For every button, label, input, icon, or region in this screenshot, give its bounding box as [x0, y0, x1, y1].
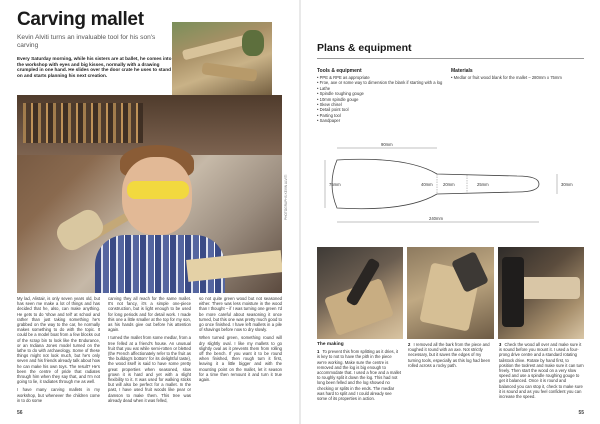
- right-page: [301, 0, 600, 424]
- tools-heading: Tools & equipment: [317, 68, 362, 74]
- body-paragraph: carving they all reach for the same mallet. It's not fancy, it's a simple one-piece construction, but is light enough to be used for long periods and for detail work. I made this one a little smaller at the top for my son, as his hands give out before his attention again.: [108, 296, 191, 333]
- step-text: To prevent this from splitting as it dries, it is key to not to have the pith in the piece we're working. Make sure the centre is removed and the log is big enough to accommodate that. I used a froe and a mallet to roughly split it down the log. This had not long been felled and the log showed no checking or splits in the ends. The medlar was hard to split and I could already see some of its properties in action.: [317, 349, 402, 402]
- list-item: • Detail point tool: [317, 107, 349, 113]
- dim-top-length: 90mm: [381, 142, 393, 147]
- body-paragraph: I turned the mallet from some medlar, from a tree felled at a friend's house. An unusual fruit that you eat while semi-rotten or bletted (the French affectionately refer to the fruit as 'the bulldog's bottom' for its delightful taste), the wood itself is said to have some pretty great properties when seasoned, slow grown it is hard and yet with a slight flexibility to it. It was used for walking sticks but will also be perfect for a mallet. In the past, I have used fruit woods like pear or damson to make them. This tree was already dead when it was felled,: [108, 335, 191, 403]
- making-heading: The making: [317, 342, 344, 347]
- boy-carving-photo: [17, 95, 282, 293]
- list-item: • Spindle roughing gouge: [317, 91, 364, 97]
- step-3: [499, 342, 584, 401]
- list-item: • Froe, axe or some way to dimension the blank if starting with a log: [317, 80, 443, 86]
- step-1: [317, 342, 402, 401]
- dim-total-length: 240mm: [429, 216, 443, 221]
- list-item: • Sandpaper: [317, 118, 341, 124]
- dim-mid-2: 20mm: [443, 182, 455, 187]
- list-item: • Skew chisel: [317, 102, 342, 108]
- step-2: [408, 342, 493, 401]
- photo-credit: PHOTOGRAPHS KEVIN ALVITI: [284, 174, 288, 220]
- body-paragraph: I have many carving mallets in my workshop, but whenever the children come in to do some: [17, 387, 100, 403]
- dim-mid-3: 25mm: [477, 182, 489, 187]
- process-photos: [317, 247, 584, 339]
- step-text: Check the wood all over and make sure it is sound before you mount it. I used a four-prong drive centre and a standard rotating tailstock drive. Rotate by hand first, to position the toolrest and make sure it can turn freely. Then start the wood on a very slow speed and use a spindle roughing gouge to get it balanced. Once it is round and balanced you can stop it, check to make sure it is sound and as you feel confident you can increase the speed.: [499, 342, 584, 400]
- list-item: • Medlar or fruit wood blank for the mallet – 280mm x 75mm: [451, 75, 562, 80]
- body-column-1: [17, 296, 100, 406]
- body-text: [17, 296, 282, 406]
- dim-right-diameter: 30mm: [561, 182, 573, 187]
- tools-list: [317, 75, 442, 124]
- list-item: • Lathe: [317, 85, 331, 91]
- list-item: • 10mm spindle gouge: [317, 96, 359, 102]
- body-paragraph: My lad, Alistair, is only seven years old, but has seen me make a lot of things and has decided that he, also, can make anything. He gets to do 'show and tell' at school and rather than just taking something he's grabbed on the way to the car, he normally makes something to do with the topic. It could be a model boat from a few blocks out of the scrap bin to look like the Endurance, or an Indiana Jones model turned on the lathe to do with archaeology. Some of these things might not look much, but he's only seven and his friends already talk about how he can make his own toys. The result? He's been the centre of pride that radiates through him when they say that, and I'm not going to lie, it radiates through me as well.: [17, 296, 100, 385]
- mallet-plan-drawing: [317, 134, 584, 234]
- mallet-outline: [332, 159, 539, 208]
- step-text: I removed all the bark from the piece and roughed it round with an axe. Not strictly necessary, but it saves the edges of my turning tools, especially as this log had been rolled across a rocky path.: [408, 342, 491, 368]
- article-intro: Every Saturday morning, while his sisters are at ballet, he comes into the workshop with eyes and big kisses, normally with a drawing crumpled in one hand. He slides over the door crate he uses to stand on and starts planning his next creation.: [17, 56, 172, 79]
- page-number-left: 56: [17, 410, 23, 416]
- section-divider: [317, 58, 584, 59]
- left-page: [0, 0, 299, 424]
- body-column-3: [199, 296, 282, 406]
- materials-heading: Materials: [451, 68, 473, 74]
- page-number-right: 55: [578, 410, 584, 416]
- splitting-log-photo: [317, 247, 403, 339]
- lathe-mounting-photo: [498, 247, 584, 339]
- debarking-photo: [407, 247, 493, 339]
- body-column-2: [108, 296, 191, 406]
- step-number: 3: [499, 342, 502, 347]
- dim-left-diameter: 75mm: [329, 182, 341, 187]
- body-paragraph: When turned green, something round will dry slightly oval. I like my mallets to go slightly oval as it prevents them from rolling off the bench. If you want it to be round when finished, then rough turn it first, leaving it a little bigger and with the mounting point on the mallet, let it season for a time then remount it and turn it true again.: [199, 335, 282, 383]
- materials-list: [451, 75, 562, 80]
- step-number: 1: [317, 349, 320, 355]
- list-item: • Parting tool: [317, 112, 341, 118]
- list-item: • PPE & RPE as appropriate: [317, 75, 370, 80]
- dim-mid-1: 40mm: [421, 182, 433, 187]
- article-title: Carving mallet: [17, 9, 144, 30]
- body-paragraph: so not quite green wood but not seasoned either. There was less moisture in the wood than I thought – if I was turning one green I'd be more careful about seasoning it once turned, but this one was pretty much good to go once finished. I have left mallets in a pile of shavings before now to dry slowly.: [199, 296, 282, 333]
- step-number: 2: [408, 342, 411, 347]
- making-steps: [317, 342, 584, 401]
- article-subtitle: Kevin Alviti turns an invaluable tool for his son's carving: [17, 34, 156, 49]
- section-title: Plans & equipment: [317, 42, 412, 54]
- workshop-photo: [172, 22, 272, 98]
